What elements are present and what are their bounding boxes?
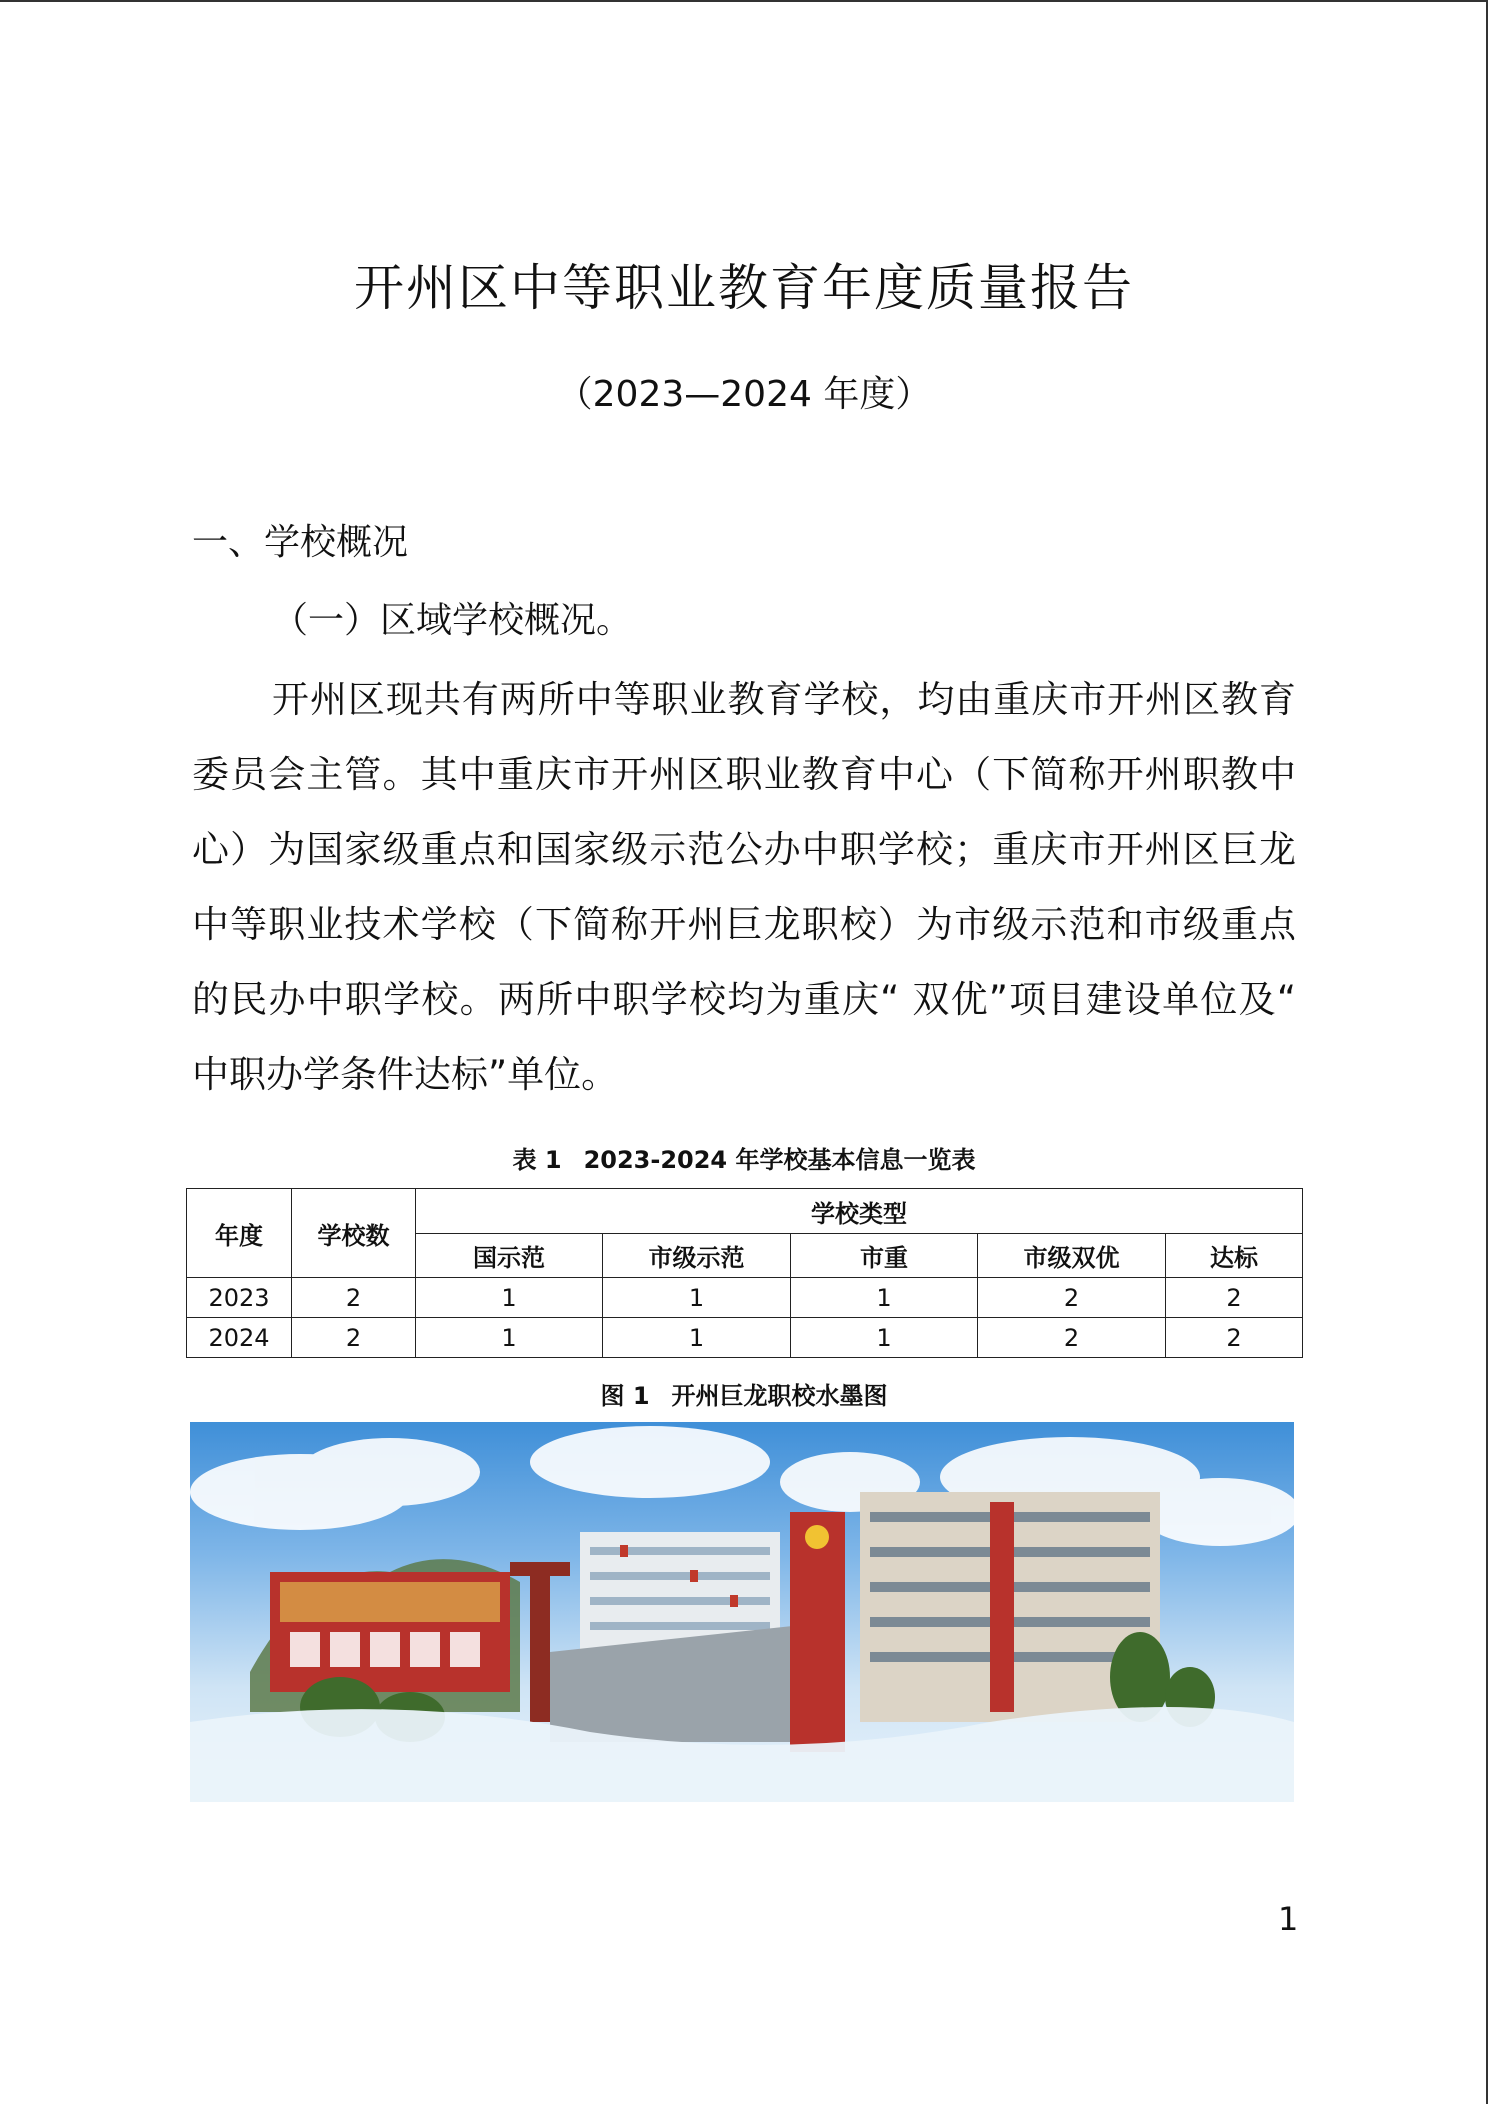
figure-caption-text: 开州巨龙职校水墨图 [671, 1382, 888, 1410]
cell-value: 1 [791, 1278, 978, 1318]
header-type-municipal-key: 市重 [791, 1234, 978, 1278]
header-year: 年度 [187, 1189, 292, 1278]
cell-value: 1 [603, 1278, 791, 1318]
table-caption-number: 表 1 [512, 1146, 562, 1174]
cell-count: 2 [292, 1318, 416, 1358]
school-info-table [186, 1188, 1303, 1358]
figure-caption [0, 1376, 1488, 1411]
cell-value: 2 [1166, 1278, 1303, 1318]
cell-year: 2024 [187, 1318, 292, 1358]
header-school-type: 学校类型 [416, 1189, 1303, 1234]
header-type-municipal-demo: 市级示范 [603, 1234, 791, 1278]
table-caption-text: 2023-2024 年学校基本信息一览表 [583, 1146, 976, 1174]
cell-value: 1 [603, 1318, 791, 1358]
cell-year: 2023 [187, 1278, 292, 1318]
table-row [187, 1278, 1303, 1318]
header-school-count: 学校数 [292, 1189, 416, 1278]
cell-value: 1 [416, 1318, 603, 1358]
section-heading: 一、学校概况 [192, 522, 409, 563]
header-type-national-demo: 国示范 [416, 1234, 603, 1278]
page-title: 开州区中等职业教育年度质量报告 [354, 259, 1134, 317]
cell-value: 2 [1166, 1318, 1303, 1358]
campus-illustration [190, 1422, 1294, 1802]
page-number: 1 [1278, 1900, 1299, 1938]
cell-count: 2 [292, 1278, 416, 1318]
body-paragraph: 开州区现共有两所中等职业教育学校，均由重庆市开州区教育委员会主管。其中重庆市开州区职业教育中心（下简称开州职教中心）为国家级重点和国家级示范公办中职学校；重庆市开州区巨龙中等职业技术学校（下简称开州巨龙职校）为市级示范和市级重点的民办中职学校。两所中职学校均为重庆“ 双优”项目建设单位及“ 中职办学条件达标”单位。 [192, 678, 1296, 1096]
cell-value: 1 [416, 1278, 603, 1318]
page-subtitle: （2023—2024 年度） [556, 374, 932, 415]
subsection-heading: （一）区域学校概况。 [272, 600, 633, 641]
cell-value: 2 [978, 1318, 1166, 1358]
cell-value: 1 [791, 1318, 978, 1358]
school-ink-painting-image [190, 1422, 1294, 1802]
header-type-municipal-double: 市级双优 [978, 1234, 1166, 1278]
cell-value: 2 [978, 1278, 1166, 1318]
table-row [187, 1318, 1303, 1358]
header-type-standard: 达标 [1166, 1234, 1303, 1278]
table-caption [0, 1140, 1488, 1175]
figure-caption-number: 图 1 [600, 1382, 650, 1410]
